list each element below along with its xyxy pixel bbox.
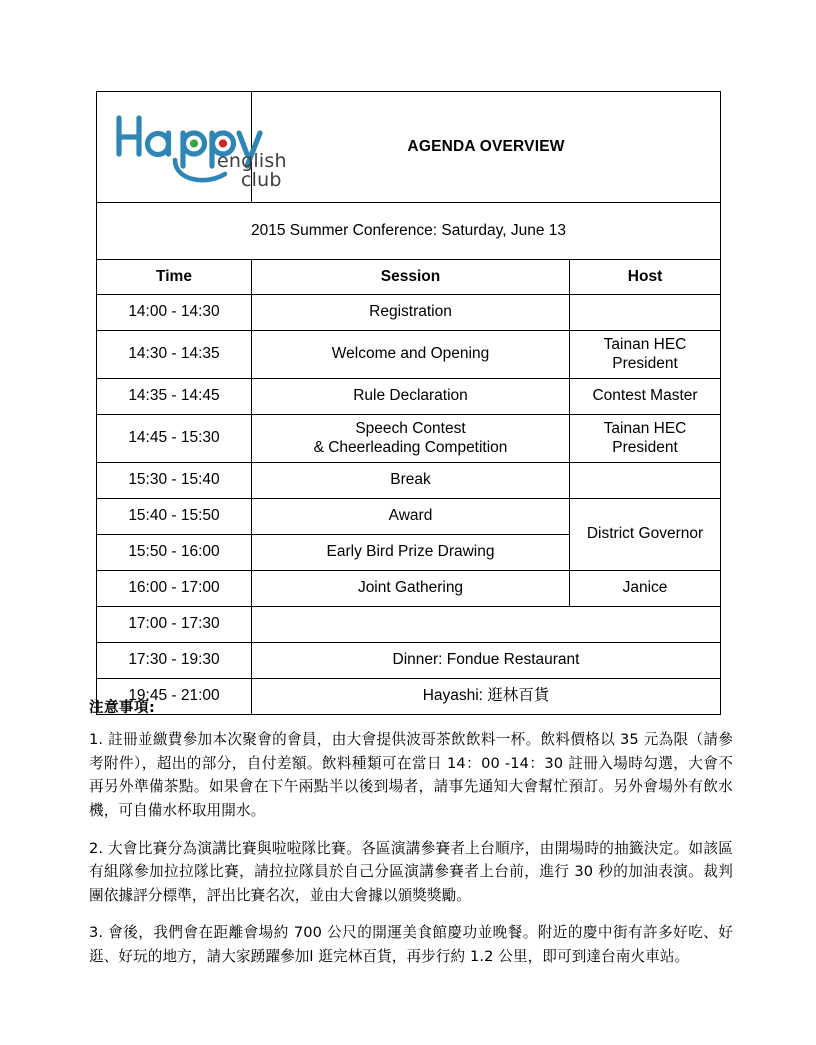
cell-host — [570, 415, 721, 463]
cell-host-empty — [570, 295, 721, 331]
cell-host: District Governor — [570, 499, 721, 571]
cell-host-line2: President — [612, 354, 678, 372]
table-row — [97, 331, 721, 379]
column-header-host: Host — [570, 260, 721, 295]
note-item-2: 2. 大會比賽分為演講比賽與啦啦隊比賽。各區演講參賽者上台順序，由開場時的抽籤決定。如該區有組隊參加拉拉隊比賽，請拉拉隊員於自己分區演講參賽者上台前，進行 30 秒的加油表演。裁判團依據評分標準，評出比賽名次，並由大會據以頒獎獎勵。 — [89, 839, 733, 904]
cell-session: Hayashi: 逛林百貨 — [252, 679, 721, 715]
table-row — [97, 415, 721, 463]
table-row — [97, 607, 721, 643]
logo-cell — [97, 92, 287, 203]
table-row — [97, 643, 721, 679]
cell-session-line1: Speech Contest — [355, 420, 466, 438]
agenda-table-container — [96, 91, 720, 715]
notes-section — [89, 696, 733, 983]
cell-time: 19:45 - 21:00 — [97, 679, 252, 715]
cell-session: Joint Gathering — [252, 571, 570, 607]
cell-session: Rule Declaration — [252, 379, 570, 415]
subtitle-row — [97, 203, 721, 260]
cell-session — [252, 415, 570, 463]
svg-text:club: club — [241, 169, 282, 191]
table-row — [97, 379, 721, 415]
cell-time: 14:30 - 14:35 — [97, 331, 252, 379]
table-header-banner-row — [97, 92, 721, 203]
table-row — [97, 499, 721, 535]
cell-session: Early Bird Prize Drawing — [252, 535, 570, 571]
cell-host — [570, 331, 721, 379]
cell-session-empty — [252, 607, 721, 643]
cell-time: 14:45 - 15:30 — [97, 415, 252, 463]
note-item-1: 1. 註冊並繳費參加本次聚會的會員，由大會提供波哥茶飲飲料一杯。飲料價格以 35 元為限（請參考附件），超出的部分，自付差額。飲料種類可在當日 14：00 -14：30 註冊入場時勾選，大會不再另外準備茶點。如果會在下午兩點半以後到場者，請事先通知大會幫忙預訂。另外會場外有飲水機，可自備水杯取用開水。 — [89, 731, 733, 819]
table-row — [97, 463, 721, 499]
cell-session: Registration — [252, 295, 570, 331]
note-item-3: 3. 會後，我們會在距離會場約 700 公尺的開運美食館慶功並晚餐。附近的慶中街有許多好吃、好逛、好玩的地方，請大家踴躍參加l 逛完林百貨，再步行約 1.2 公里，即可到達台南火車站。 — [89, 924, 733, 966]
column-header-time: Time — [97, 260, 252, 295]
cell-time: 15:40 - 15:50 — [97, 499, 252, 535]
notes-heading: 注意事項: — [89, 700, 156, 716]
cell-host: Contest Master — [570, 379, 721, 415]
cell-time: 15:30 - 15:40 — [97, 463, 252, 499]
table-row — [97, 571, 721, 607]
cell-session-line2: & Cheerleading Competition — [313, 438, 508, 456]
cell-time: 16:00 - 17:00 — [97, 571, 252, 607]
cell-time: 17:30 - 19:30 — [97, 643, 252, 679]
cell-time: 14:35 - 14:45 — [97, 379, 252, 415]
svg-text:english: english — [217, 150, 287, 172]
cell-session: Welcome and Opening — [252, 331, 570, 379]
cell-host: Janice — [570, 571, 721, 607]
column-header-session: Session — [252, 260, 570, 295]
cell-host-line1: Tainan HEC — [603, 420, 687, 438]
page-title: AGENDA OVERVIEW — [252, 92, 721, 203]
cell-session: Award — [252, 499, 570, 535]
cell-time: 15:50 - 16:00 — [97, 535, 252, 571]
column-header-row — [97, 260, 721, 295]
agenda-table — [96, 91, 721, 715]
cell-host-empty — [570, 463, 721, 499]
cell-session: Dinner: Fondue Restaurant — [252, 643, 721, 679]
cell-host-line1: Tainan HEC — [603, 336, 687, 354]
cell-time: 17:00 - 17:30 — [97, 607, 252, 643]
table-row — [97, 295, 721, 331]
conference-subtitle: 2015 Summer Conference: Saturday, June 13 — [97, 203, 721, 260]
happy-english-club-logo — [113, 104, 309, 192]
cell-time: 14:00 - 14:30 — [97, 295, 252, 331]
cell-session: Break — [252, 463, 570, 499]
cell-host-line2: President — [612, 438, 678, 456]
